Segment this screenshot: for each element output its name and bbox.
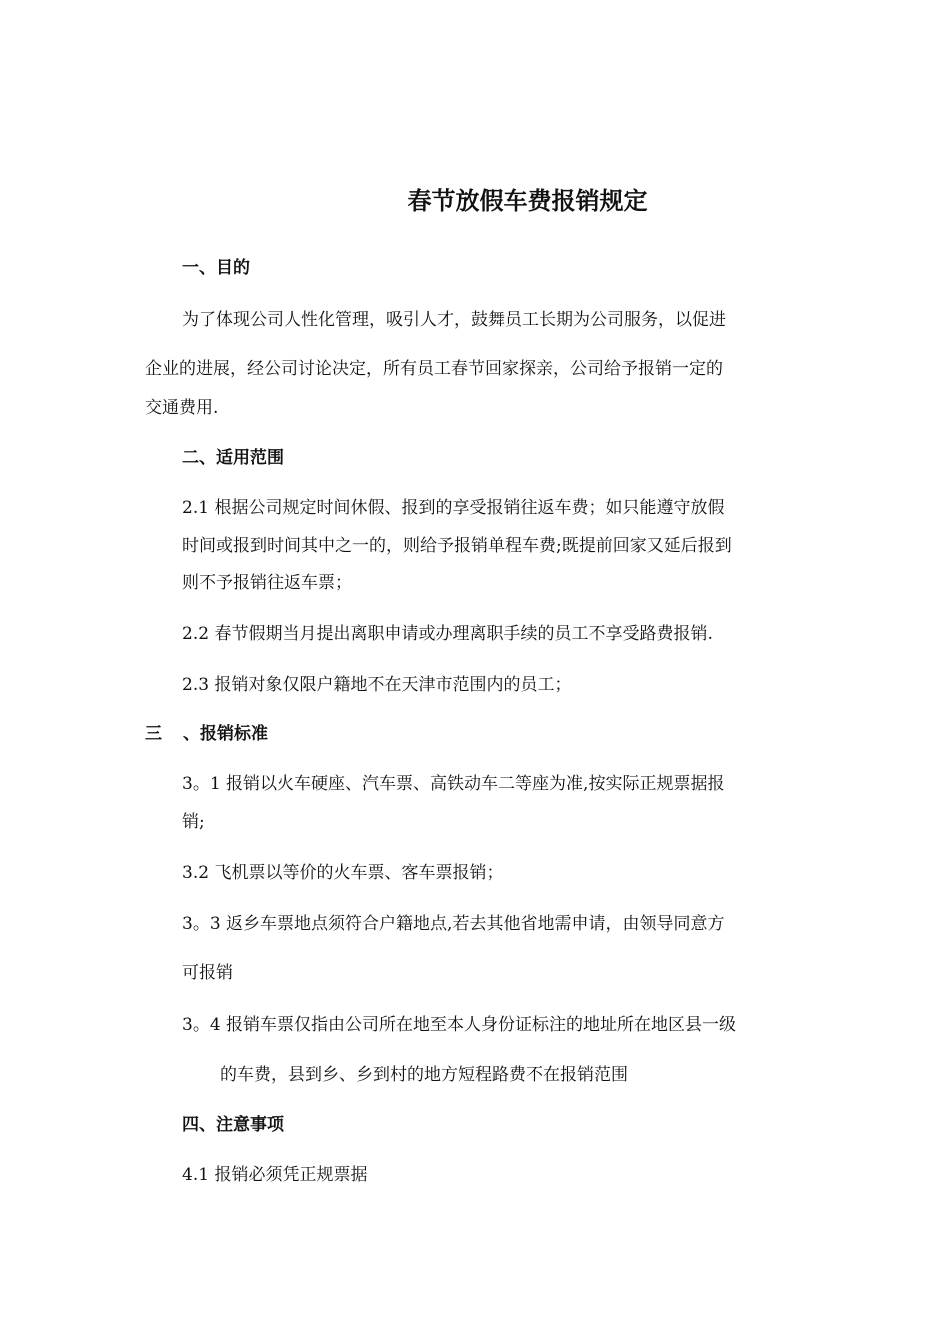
list-item-line: 销; <box>182 812 205 832</box>
section-heading-number: 三 <box>145 724 162 744</box>
list-item-line: 3。4 报销车票仅指由公司所在地至本人身份证标注的地址所在地区县一级 <box>182 1015 737 1035</box>
list-item-line: 3.2 飞机票以等价的火车票、客车票报销； <box>182 863 504 883</box>
list-item-line: 则不予报销往返车票； <box>182 573 352 593</box>
list-item-line: 3。1 报销以火车硬座、汽车票、高铁动车二等座为准,按实际正规票据报 <box>182 774 725 794</box>
list-item-line: 时间或报到时间其中之一的，则给予报销单程车费;既提前回家又延后报到 <box>182 536 732 556</box>
list-item-line: 的车费，县到乡、乡到村的地方短程路费不在报销范围 <box>220 1065 628 1085</box>
section-heading-purpose: 一、目的 <box>182 258 250 278</box>
list-item-line: 3。3 返乡车票地点须符合户籍地点,若去其他省地需申请，由领导同意方 <box>182 914 725 934</box>
paragraph-line: 为了体现公司人性化管理，吸引人才，鼓舞员工长期为公司服务，以促进 <box>182 310 726 330</box>
list-item-line: 4.1 报销必须凭正规票据 <box>182 1165 368 1185</box>
list-item-line: 2.2 春节假期当月提出离职申请或办理离职手续的员工不享受路费报销. <box>182 624 713 644</box>
paragraph-line: 企业的进展，经公司讨论决定，所有员工春节回家探亲，公司给予报销一定的 <box>145 359 723 379</box>
section-heading-standard: 、报销标准 <box>183 724 268 744</box>
list-item-line: 2.3 报销对象仅限户籍地不在天津市范围内的员工； <box>182 675 572 695</box>
list-item-line: 可报销 <box>182 963 233 983</box>
paragraph-line: 交通费用. <box>145 398 219 418</box>
document-title: 春节放假车费报销规定 <box>407 187 648 215</box>
section-heading-scope: 二、适用范围 <box>182 448 284 468</box>
section-heading-notes: 四、注意事项 <box>182 1115 284 1135</box>
list-item-line: 2.1 根据公司规定时间休假、报到的享受报销往返车费；如只能遵守放假 <box>182 498 725 518</box>
